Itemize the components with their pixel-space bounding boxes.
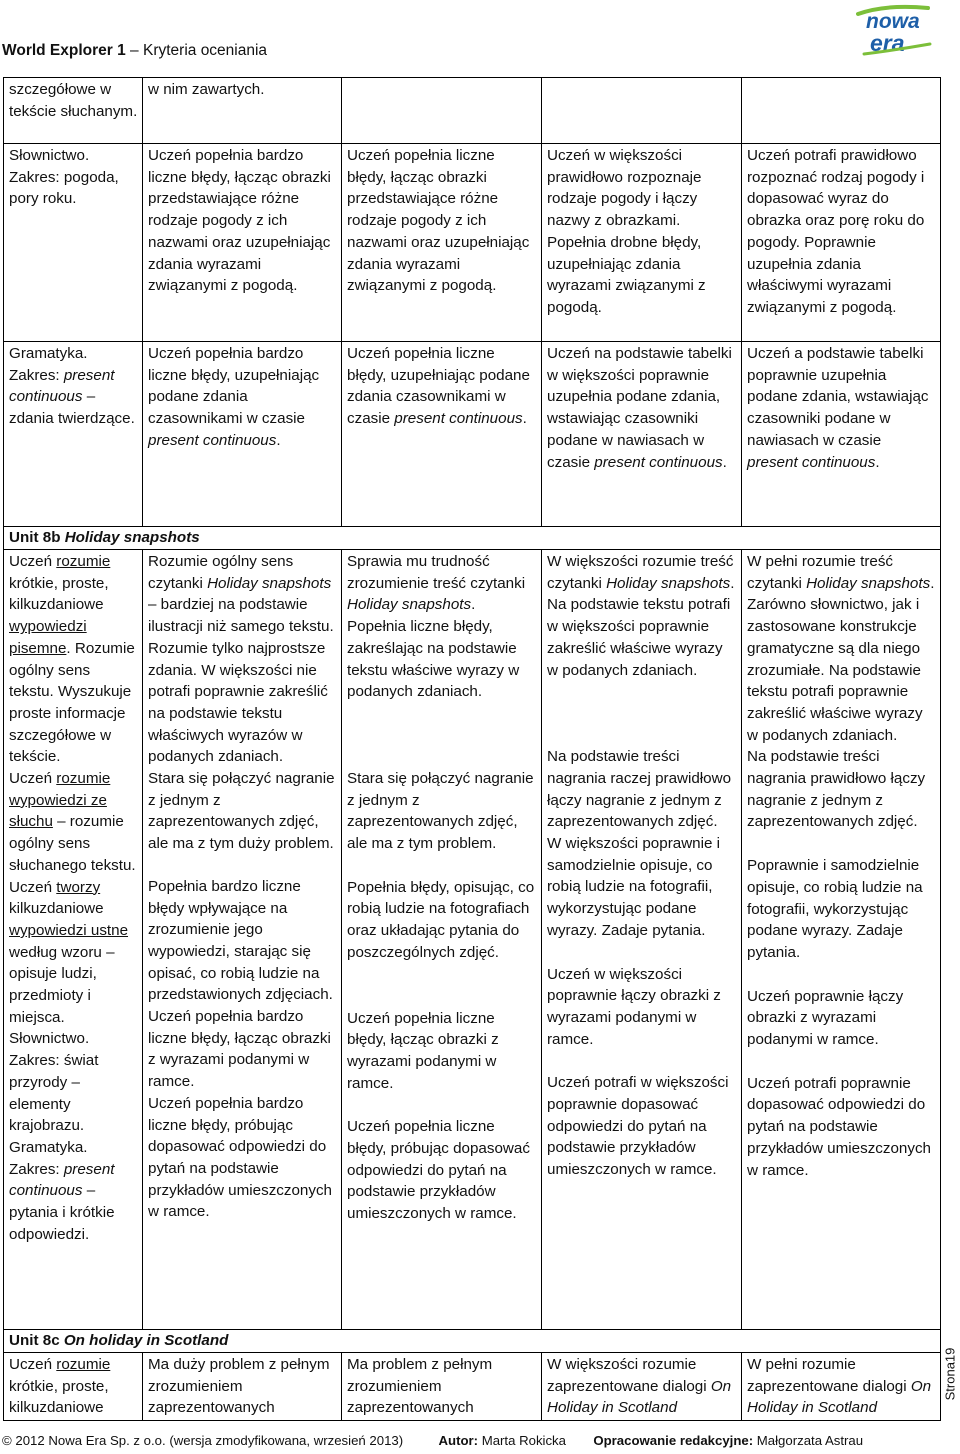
cell-text: – rozumie ogólny sens słuchanego tekstu. bbox=[9, 813, 136, 874]
cell-text: szczegółowe w tekście słuchanym. bbox=[9, 81, 138, 120]
cell-block bbox=[547, 1072, 737, 1181]
table-cell bbox=[542, 342, 742, 527]
cell-text: Słownictwo. Zakres: świat przyrody – elementy krajobrazu. bbox=[9, 1030, 99, 1135]
cell-text: Stara się połączyć nagranie z jednym z zaprezentowanych zdjęć, ale ma z tym problem. bbox=[347, 769, 534, 853]
cell-block bbox=[747, 746, 936, 833]
footer-editor: Małgorzata Astrau bbox=[753, 1433, 864, 1448]
cell-text: Uczeń na podstawie tabelki w większości poprawnie uzupełnia podane zdania, wstawiając czasowniki podane w nawiasach w czasie bbox=[547, 345, 732, 471]
cell-block bbox=[9, 551, 138, 768]
cell-text: – pytania i krótkie odpowiedzi. bbox=[9, 1182, 115, 1243]
cell-text-italic: present continuous bbox=[9, 366, 115, 406]
table-cell bbox=[4, 144, 143, 342]
cell-text: według wzoru – opisuje ludzi, przedmioty i miejsca. bbox=[9, 943, 115, 1026]
cell-text: kilkuzdaniowe bbox=[9, 900, 104, 918]
section-title: On holiday in Scotland bbox=[63, 1332, 229, 1349]
table-cell bbox=[742, 144, 941, 342]
cell-text: . bbox=[276, 431, 281, 449]
table-cell bbox=[742, 342, 941, 527]
document-title-rest: – Kryteria oceniania bbox=[125, 42, 268, 59]
page-number bbox=[938, 1330, 960, 1418]
cell-text: Gramatyka. Zakres: bbox=[9, 1138, 88, 1178]
cell-text: w nim zawartych. bbox=[148, 81, 265, 98]
footer-author: Marta Rokicka bbox=[478, 1433, 566, 1448]
table-cell bbox=[342, 78, 542, 144]
cell-text: W większości poprawnie i samodzielnie opisuje, co robią ludzie na fotografii, wykorzystując podane wyrazy. Zadaje pytania. bbox=[547, 835, 721, 939]
cell-block bbox=[148, 876, 337, 1006]
table-cell bbox=[742, 550, 941, 1330]
cell-text: Słownictwo. Zakres: pogoda, pory roku. bbox=[9, 147, 119, 208]
cell-block bbox=[347, 877, 537, 964]
cell-text: . Na podstawie tekstu potrafi w większości poprawnie zakreślić właściwe wyrazy w podanych zdaniach. bbox=[547, 574, 735, 679]
table-cell bbox=[143, 144, 342, 342]
logo-line2: era bbox=[870, 30, 905, 56]
cell-text: . Rozumie ogólny sens tekstu. Wyszukuje proste informacje szczegółowe w tekście. bbox=[9, 639, 135, 766]
cell-text: krótkie, proste, kilkuzdaniowe bbox=[9, 1377, 109, 1417]
cell-block bbox=[148, 768, 337, 855]
cell-text: Uczeń potrafi prawidłowo rozpoznać rodzaj pogody i dopasować wyraz do obrazka oraz porę roku do pogody. Poprawnie uzupełnia zdania właściwymi wyrazami związanymi z pogodą. bbox=[747, 147, 925, 316]
cell-text-italic: Holiday snapshots bbox=[806, 574, 931, 592]
section-label: Unit 8c bbox=[9, 1332, 64, 1349]
cell-block bbox=[747, 855, 936, 964]
page-number-text: Strona19 bbox=[942, 1347, 958, 1401]
cell-text-italic: Holiday snapshots bbox=[347, 596, 472, 614]
table-cell bbox=[742, 78, 941, 144]
document-title-bold: World Explorer 1 bbox=[2, 42, 126, 59]
cell-text-italic: On Holiday in Scotland bbox=[747, 1377, 932, 1417]
cell-text: . Popełnia liczne błędy, zakreślając na podstawie tekstu właściwe wyrazy w podanych zdaniach. bbox=[347, 596, 520, 701]
cell-text-italic: present continuous bbox=[394, 410, 523, 428]
table-row bbox=[4, 78, 941, 144]
table-cell bbox=[542, 144, 742, 342]
table-cell bbox=[4, 550, 143, 1330]
cell-text: Uczeń popełnia bardzo liczne błędy, łącząc obrazki z wyrazami podanymi w ramce. bbox=[148, 1008, 331, 1091]
cell-text: W pełni rozumie zaprezentowane dialogi bbox=[747, 1356, 911, 1395]
table-cell bbox=[4, 1353, 143, 1421]
cell-block bbox=[148, 1093, 337, 1223]
cell-block bbox=[347, 1008, 537, 1095]
cell-text: Uczeń potrafi poprawnie dopasować odpowiedzi do pytań na podstawie przykładów umieszczonych w ramce. bbox=[747, 1074, 932, 1179]
cell-text: W pełni rozumie treść czytanki bbox=[747, 553, 894, 592]
cell-text-italic: present continuous bbox=[747, 453, 876, 471]
cell-text-italic: Holiday snapshots bbox=[207, 574, 332, 592]
table-cell bbox=[342, 144, 542, 342]
criteria-table bbox=[3, 77, 941, 1421]
cell-block bbox=[148, 1006, 337, 1093]
cell-text: Na podstawie treści nagrania prawidłowo łączy nagranie z jednym z zaprezentowanych zdjęć. bbox=[747, 748, 926, 831]
cell-text-underlined: tworzy bbox=[56, 878, 101, 896]
cell-block bbox=[9, 768, 138, 877]
section-header-unit-8b bbox=[4, 527, 941, 550]
cell-text: W większości rozumie treść czytanki bbox=[547, 553, 734, 592]
section-header-row bbox=[4, 1330, 941, 1353]
table-cell bbox=[742, 1353, 941, 1421]
cell-text-italic: present continuous bbox=[594, 453, 723, 471]
cell-text: Sprawia mu trudność zrozumienie treść czytanki bbox=[347, 553, 526, 592]
table-row bbox=[4, 550, 941, 1330]
cell-text: . bbox=[522, 410, 527, 428]
logo-line1: nowa bbox=[866, 10, 920, 33]
cell-text: . bbox=[875, 453, 880, 471]
cell-text: Uczeń popełnia bardzo liczne błędy, łącząc obrazki przedstawiające różne rodzaje pogody z ich nazwami oraz uzupełniając zdania wyrazami związanymi z pogodą. bbox=[148, 147, 331, 295]
cell-text: Na podstawie treści nagrania raczej prawidłowo łączy nagranie z jednym z zaprezentowanych zdjęć. bbox=[547, 748, 732, 831]
cell-text: Uczeń bbox=[9, 770, 57, 788]
cell-text: Uczeń poprawnie łączy obrazki z wyrazami podanymi w ramce. bbox=[747, 987, 904, 1049]
cell-text-italic: On Holiday in Scotland bbox=[547, 1377, 732, 1417]
table-cell bbox=[542, 1353, 742, 1421]
cell-text: Uczeń popełnia bardzo liczne błędy, próbując dopasować odpowiedzi do pytań na podstawie przykładów umieszczonych w ramce. bbox=[148, 1094, 333, 1221]
section-header-row bbox=[4, 527, 941, 550]
cell-text: Uczeń popełnia liczne błędy, łącząc obrazki przedstawiające różne rodzaje pogody z ich nazwami oraz uzupełniając zdania wyrazami związanymi z pogodą. bbox=[347, 147, 530, 295]
table-cell bbox=[4, 342, 143, 527]
cell-text: Uczeń bbox=[9, 878, 57, 896]
cell-block bbox=[547, 964, 737, 1051]
cell-text: Ma duży problem z pełnym zrozumieniem zaprezentowanych bbox=[148, 1356, 330, 1417]
section-title: Holiday snapshots bbox=[64, 529, 200, 546]
nowa-era-logo bbox=[856, 4, 938, 56]
table-cell bbox=[143, 342, 342, 527]
cell-text: Ma problem z pełnym zrozumieniem zaprezentowanych bbox=[347, 1356, 493, 1417]
cell-block bbox=[347, 1116, 537, 1225]
cell-text: Uczeń popełnia liczne błędy, uzupełniając podane zdania czasownikami w czasie bbox=[347, 345, 530, 428]
cell-text: Rozumie ogólny sens czytanki bbox=[148, 553, 294, 592]
section-label: Unit 8b bbox=[9, 529, 65, 546]
cell-block bbox=[9, 1137, 138, 1246]
cell-block bbox=[9, 877, 138, 1029]
table-cell bbox=[143, 550, 342, 1330]
cell-text-underlined: wypowiedzi ustne bbox=[9, 921, 129, 939]
cell-text: Uczeń potrafi w większości poprawnie dopasować odpowiedzi do pytań na podstawie przykładów umieszczonych w ramce. bbox=[547, 1074, 729, 1179]
cell-text: Uczeń w większości prawidłowo rozpoznaje rodzaje pogody i łączy nazwy z obrazkami. Popełnia drobne błędy, uzupełniając zdania wyrazami związanymi z pogodą. bbox=[547, 147, 706, 316]
cell-block bbox=[747, 1073, 936, 1182]
cell-block bbox=[547, 833, 737, 942]
cell-text: Uczeń a podstawie tabelki poprawnie uzupełnia podane zdania, wstawiając czasowniki podane w nawiasach w czasie bbox=[747, 345, 929, 449]
cell-text-underlined: rozumie bbox=[56, 553, 111, 570]
cell-text: Popełnia bardzo liczne błędy wpływające na zrozumienie jego wypowiedzi, starając się opisać, co robią ludzie na przedstawionych zdjęciach. bbox=[148, 877, 333, 1004]
cell-text: W większości rozumie zaprezentowane dialogi bbox=[547, 1356, 711, 1395]
cell-text-italic: present continuous bbox=[148, 431, 277, 449]
cell-block bbox=[547, 746, 737, 833]
cell-text-underlined: wypowiedzi pisemne bbox=[9, 618, 87, 657]
cell-text: Uczeń bbox=[9, 1356, 57, 1373]
cell-text: Uczeń popełnia bardzo liczne błędy, uzupełniając podane zdania czasownikami w czasie bbox=[148, 345, 320, 428]
cell-text: Gramatyka. Zakres: bbox=[9, 345, 88, 384]
table-row bbox=[4, 342, 941, 527]
table-cell bbox=[342, 1353, 542, 1421]
table-row bbox=[4, 144, 941, 342]
footer-editor-label: Opracowanie redakcyjne: bbox=[593, 1433, 754, 1448]
cell-text-italic: Holiday snapshots bbox=[606, 574, 731, 592]
cell-text: Poprawnie i samodzielnie opisuje, co robią ludzie na fotografii, wykorzystując podane wyrazy. Zadaje pytania. bbox=[747, 857, 923, 961]
table-cell bbox=[143, 78, 342, 144]
table-cell bbox=[542, 550, 742, 1330]
footer-author-label: Autor: bbox=[438, 1433, 479, 1448]
table-cell bbox=[342, 342, 542, 527]
cell-text-underlined: rozumie wypowiedzi ze słuchu bbox=[9, 770, 111, 831]
cell-text: – zdania twierdzące. bbox=[9, 388, 135, 428]
document-title bbox=[2, 42, 267, 60]
footer bbox=[2, 1433, 948, 1448]
cell-text-underlined: rozumie bbox=[56, 1356, 111, 1373]
cell-block bbox=[347, 768, 537, 855]
table-cell bbox=[342, 550, 542, 1330]
cell-block bbox=[747, 986, 936, 1051]
cell-block bbox=[547, 551, 737, 681]
cell-block bbox=[747, 551, 936, 746]
table-cell bbox=[143, 1353, 342, 1421]
cell-text: Uczeń popełnia liczne błędy, łącząc obrazki z wyrazami podanymi w ramce. bbox=[347, 1009, 499, 1092]
cell-text: krótkie, proste, kilkuzdaniowe bbox=[9, 574, 109, 614]
table-row bbox=[4, 1353, 941, 1421]
cell-text: . bbox=[722, 453, 727, 471]
cell-text: – bardziej na podstawie ilustracji niż samego tekstu. Rozumie tylko najprostsze zdania. W większości nie potrafi poprawnie zakreślić na podstawie tekstu właściwych wyrazów w podanych zdaniach. bbox=[148, 596, 334, 766]
cell-text: Popełnia błędy, opisując, co robią ludzie na fotografiach oraz układając pytania do poszczególnych zdjęć. bbox=[347, 878, 535, 961]
footer-copyright: © 2012 Nowa Era Sp. z o.o. (wersja zmodyfikowana, wrzesień 2013) bbox=[2, 1433, 404, 1448]
cell-text: Uczeń bbox=[9, 553, 57, 570]
table-cell bbox=[542, 78, 742, 144]
section-header-unit-8c bbox=[4, 1330, 941, 1353]
cell-block bbox=[148, 551, 337, 768]
cell-block bbox=[347, 551, 537, 703]
cell-block bbox=[9, 1028, 138, 1137]
cell-text: Uczeń popełnia liczne błędy, próbując dopasować odpowiedzi do pytań na podstawie przykładów umieszczonych w ramce. bbox=[347, 1118, 530, 1223]
cell-text-italic: present continuous bbox=[9, 1160, 115, 1200]
cell-text: Uczeń w większości poprawnie łączy obrazki z wyrazami podanymi w ramce. bbox=[547, 965, 721, 1048]
table-cell bbox=[4, 78, 143, 144]
cell-text: Stara się połączyć nagranie z jednym z zaprezentowanych zdjęć, ale ma z tym duży problem. bbox=[148, 770, 335, 853]
cell-text: . Zarówno słownictwo, jak i zastosowane konstrukcje gramatyczne są dla niego zrozumiałe. Na podstawie tekstu potrafi poprawnie zakreślić właściwe wyrazy w podanych zdaniach. bbox=[747, 574, 935, 744]
